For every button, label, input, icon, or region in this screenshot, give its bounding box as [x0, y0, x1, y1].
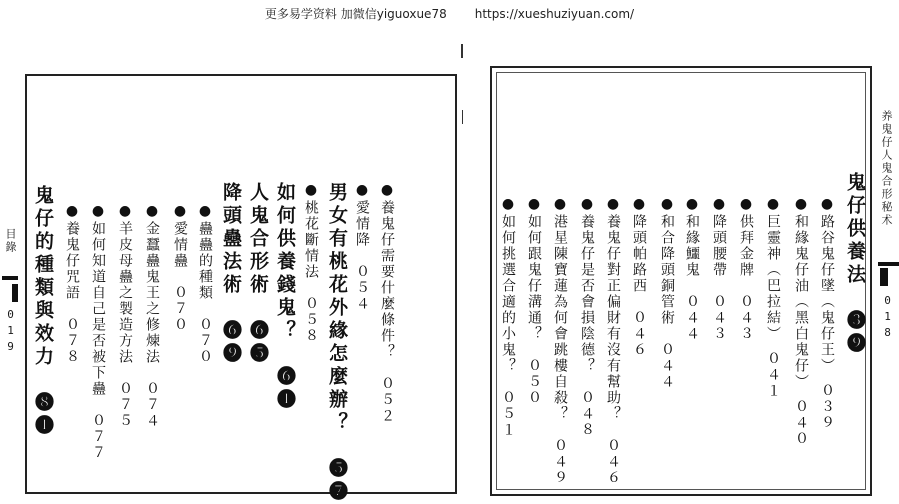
- toc-entry-050: ●如何跟鬼仔溝通？ ０５０: [526, 196, 542, 406]
- toc-entry-074: ●金蠶蠱鬼王之修煉法 ０７４: [144, 203, 160, 429]
- toc-entry-043a: ●供拜金牌 ０４３: [738, 196, 754, 342]
- left-page-number: 019: [4, 308, 17, 356]
- toc-entry-041: ●巨靈神（巴拉結） ０４１: [765, 196, 781, 399]
- toc-entry-046a: ●降頭帕路西 ０４６: [631, 196, 647, 358]
- toc-entry-039: ●路谷鬼仔墜（鬼仔王） ０３９: [819, 196, 835, 431]
- left-side-label: 目錄: [4, 228, 17, 254]
- toc-entry-046b: ●養鬼仔對正偏財有沒有幫助？ ０４６: [605, 196, 621, 486]
- toc-section-061: 如何供養錢鬼？ ❻❶: [274, 182, 296, 412]
- toc-section-065: 人鬼合形術 ❻❺: [247, 182, 269, 366]
- right-side-bar: [880, 268, 888, 286]
- toc-entry-070b: ●愛情蠱 ０７０: [172, 203, 188, 333]
- right-page-frame: [490, 66, 872, 496]
- toc-entry-040: ●和緣鬼仔油（黑白鬼仔） ０４０: [793, 196, 809, 447]
- toc-entry-078: ●養鬼仔咒語 ０７８: [64, 203, 80, 365]
- toc-section-069: 降頭蠱法術 ❻❾: [220, 182, 242, 366]
- toc-entry-077: ●如何知道自己是否被下蠱 ０７７: [90, 203, 106, 461]
- gutter-mark: [461, 44, 463, 58]
- toc-entry-054: ●愛情降 ０５４: [354, 182, 370, 312]
- toc-entry-044a: ●和緣鱷鬼 ０４４: [684, 196, 700, 342]
- toc-entry-044b: ●和合降頭銅管術 ０４４: [659, 196, 675, 390]
- left-side-bar: [12, 284, 18, 302]
- toc-entry-052: ●養鬼仔需要什麼條件？ ０５２: [379, 182, 395, 424]
- toc-entry-048: ●養鬼仔是否會損陰德？ ０４８: [579, 196, 595, 438]
- toc-section-081: 鬼仔的種類與效力 ❽❶: [32, 185, 54, 438]
- toc-entry-075: ●羊皮母蠱之製造方法 ０７５: [117, 203, 133, 429]
- toc-section-057: 男女有桃花外緣怎麼辦？ ❺❼: [326, 182, 348, 504]
- page-header: [0, 5, 899, 22]
- right-side-label: 养鬼仔人鬼合形秘术: [880, 110, 893, 227]
- toc-entry-070a: ●蠱蠱的種類 ０７０: [197, 203, 213, 365]
- left-side-mark: [2, 276, 18, 280]
- right-side-mark: [878, 262, 899, 266]
- gutter-mark: [462, 110, 463, 124]
- toc-entry-043b: ●降頭腰帶 ０４３: [711, 196, 727, 342]
- header-wechat-text: 更多易学资料 加微信yiguoxue78: [264, 7, 447, 21]
- toc-entry-058: ●桃花斷情法 ０５８: [303, 182, 319, 344]
- header-url-text: https://xueshuziyuan.com/: [474, 7, 635, 21]
- toc-section-039: 鬼仔供養法 ❸❾: [844, 172, 866, 356]
- toc-entry-051: ●如何挑選合適的小鬼？ ０５１: [500, 196, 516, 438]
- toc-entry-049: ●港星陳寶蓮為何會跳樓自殺？ ０４９: [552, 196, 568, 486]
- right-page-number: 018: [881, 294, 894, 342]
